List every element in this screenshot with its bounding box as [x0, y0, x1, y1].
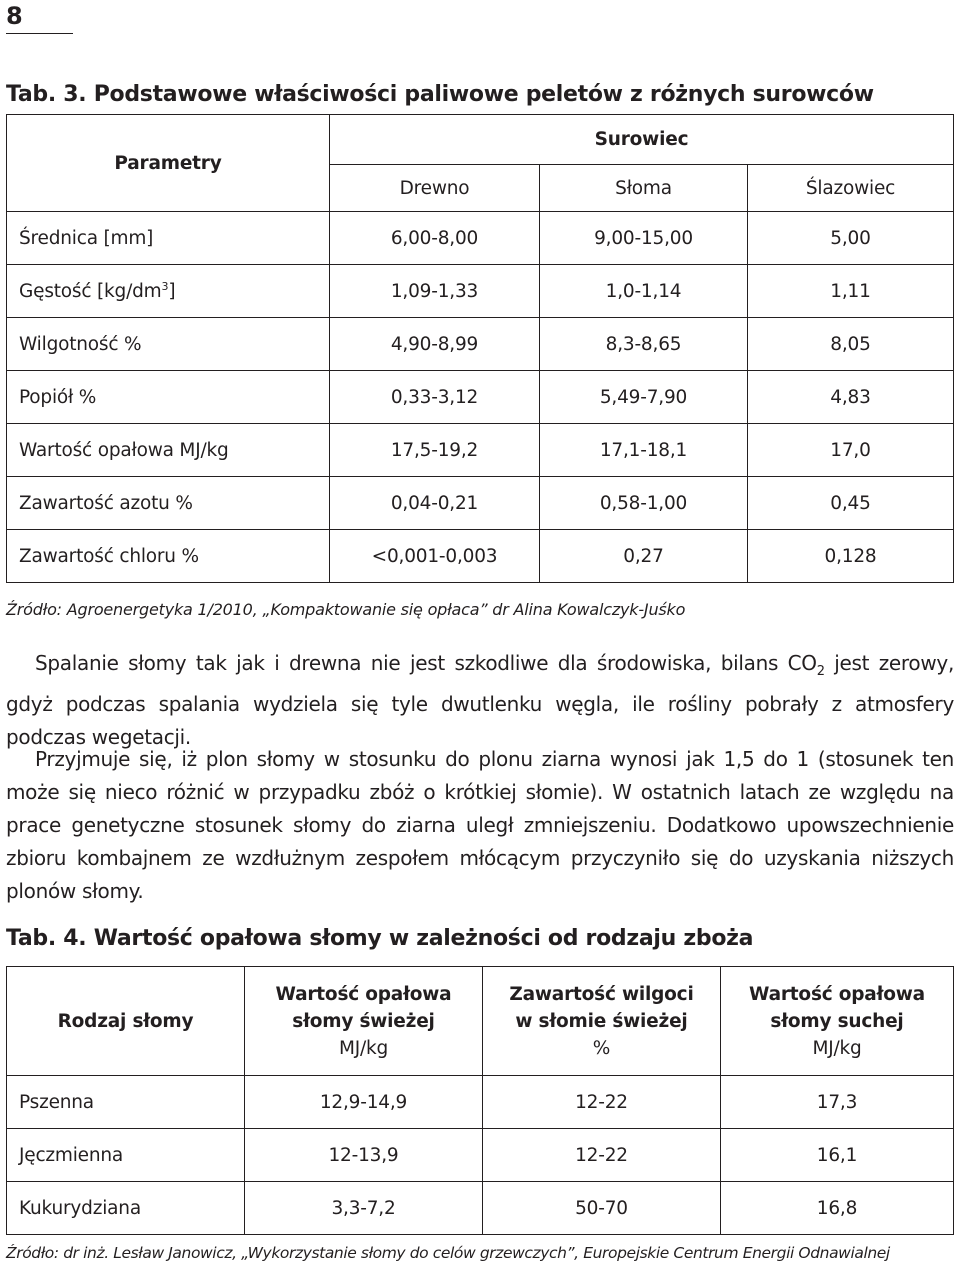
- table4-col-header: Wartość opałowa słomy świeżej MJ/kg: [245, 967, 483, 1076]
- table3-cell: 17,5-19,2: [330, 424, 540, 477]
- table3-cell: 1,0-1,14: [540, 265, 748, 318]
- table3: [6, 114, 954, 583]
- table4-cell: 12,9-14,9: [245, 1076, 483, 1129]
- table4-cell: 16,8: [721, 1182, 954, 1235]
- table3-cell: 8,05: [748, 318, 954, 371]
- table3-cell: 0,58-1,00: [540, 477, 748, 530]
- table3-source: Źródło: Agroenergetyka 1/2010, „Kompaktowanie się opłaca” dr Alina Kowalczyk-Juśko: [6, 600, 686, 619]
- table3-cell: <0,001-0,003: [330, 530, 540, 583]
- table3-param-header: Parametry: [7, 115, 330, 212]
- table3-cell: 0,04-0,21: [330, 477, 540, 530]
- table-row: [7, 265, 954, 318]
- page-number: 8: [6, 2, 23, 30]
- table3-cell: 1,11: [748, 265, 954, 318]
- table3-cell: 5,49-7,90: [540, 371, 748, 424]
- table-row: [7, 371, 954, 424]
- paragraph-straw-yield: Przyjmuje się, iż plon słomy w stosunku do plonu ziarna wynosi jak 1,5 do 1 (stosunek ten może się nieco różnić w przypadku zbóż o krótkiej słomie). W ostatnich latach ze względu na prace genetyczne stosunek słomy do ziarna uległ zmniejszeniu. Dodatkowo upowszechnienie zbioru kombajnem ze wzdłużnym zespołem młócącym przyczyniło się do uzyskania niższych plonów słomy.: [6, 747, 954, 903]
- table-row: [7, 318, 954, 371]
- table4-title: Tab. 4. Wartość opałowa słomy w zależności od rodzaju zboża: [6, 926, 754, 951]
- table3-title: Tab. 3. Podstawowe właściwości paliwowe peletów z różnych surowców: [6, 82, 874, 107]
- table-row: [7, 424, 954, 477]
- table3-param: Zawartość azotu %: [7, 477, 330, 530]
- table3-cell: 8,3-8,65: [540, 318, 748, 371]
- table3-param: Zawartość chloru %: [7, 530, 330, 583]
- table-row: [7, 212, 954, 265]
- table4-cell: 17,3: [721, 1076, 954, 1129]
- table4-col-header: Wartość opałowa słomy suchej MJ/kg: [721, 967, 954, 1076]
- table3-col-header: Ślazowiec: [748, 165, 954, 212]
- table-row: [7, 1182, 954, 1235]
- table3-cell: 17,1-18,1: [540, 424, 748, 477]
- table3-param: Wilgotność %: [7, 318, 330, 371]
- table-row: [7, 1129, 954, 1182]
- table3-cell: 5,00: [748, 212, 954, 265]
- page-number-rule: [6, 33, 73, 34]
- table3-cell: 9,00-15,00: [540, 212, 748, 265]
- table4-straw-type: Kukurydziana: [7, 1182, 245, 1235]
- table4-straw-type: Jęczmienna: [7, 1129, 245, 1182]
- table3-cell: 6,00-8,00: [330, 212, 540, 265]
- table4-cell: 12-22: [483, 1076, 721, 1129]
- table4-cell: 12-13,9: [245, 1129, 483, 1182]
- table3-col-header: Słoma: [540, 165, 748, 212]
- table4-source: Źródło: dr inż. Lesław Janowicz, „Wykorzystanie słomy do celów grzewczych”, Europejskie Centrum Energii Odnawialnej: [6, 1244, 890, 1262]
- table3-cell: 0,33-3,12: [330, 371, 540, 424]
- table3-cell: 0,45: [748, 477, 954, 530]
- table3-param: Gęstość $[kg/dm^3]$: [7, 265, 330, 318]
- table4-cell: 3,3-7,2: [245, 1182, 483, 1235]
- table4: [6, 966, 954, 1235]
- table3-cell: 0,27: [540, 530, 748, 583]
- table4-col-header: Rodzaj słomy: [7, 967, 245, 1076]
- table4-cell: 12-22: [483, 1129, 721, 1182]
- table4-cell: 16,1: [721, 1129, 954, 1182]
- table3-param: Popiół %: [7, 371, 330, 424]
- table3-cell: 4,83: [748, 371, 954, 424]
- table3-param: Średnica [mm]: [7, 212, 330, 265]
- table-row: [7, 530, 954, 583]
- table4-cell: 50-70: [483, 1182, 721, 1235]
- table3-cell: 4,90-8,99: [330, 318, 540, 371]
- table-row: [7, 1076, 954, 1129]
- table3-cell: 1,09-1,33: [330, 265, 540, 318]
- table4-col-header: Zawartość wilgoci w słomie świeżej %: [483, 967, 721, 1076]
- table3-cell: 17,0: [748, 424, 954, 477]
- table3-group-header: Surowiec: [330, 115, 954, 165]
- paragraph-co2: Spalanie słomy tak jak i drewna nie jest szkodliwe dla środowiska, bilans $CO_2$ jest zerowy, gdyż podczas spalania wydziela się tyle dwutlenku węgla, ile rośliny pobrały z atmosfery podczas wegetacji.: [6, 651, 954, 749]
- table3-cell: 0,128: [748, 530, 954, 583]
- table-row: [7, 477, 954, 530]
- table3-col-header: Drewno: [330, 165, 540, 212]
- table4-header-row: [7, 967, 954, 1076]
- table4-straw-type: Pszenna: [7, 1076, 245, 1129]
- table3-param: Wartość opałowa MJ/kg: [7, 424, 330, 477]
